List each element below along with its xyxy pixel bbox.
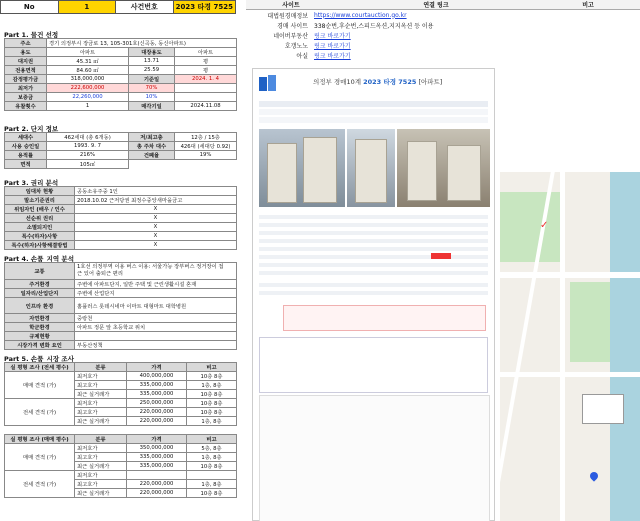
part1-row-land: 대지권 45.31 ㎡ 13.71 평 <box>5 57 237 66</box>
link-row-asil: 아실 링크 바로가기 <box>296 52 351 60</box>
map-info-box <box>582 394 624 424</box>
part4-table: 교통 1호선 의정부역 이용 버스 이용: 서울가능 장부버스 정거장이 접 근 있어 출퇴근 편리 주거환경 주변에 아파트단지, 일반 주택 및 근린생활시설 혼재 일자리/산업단지 주변에 산업단지 인프라 환경 홈플러스 롯데시네마 이마트 대형마트 대학병원 자연환경 중랑천 학군환경 아파트 정문 앞 초등학교 위치 규제현황 시장가격 변화 요인 부동산정책 <box>4 262 237 350</box>
part1-row-minimum: 최저가 222,600,000 70% <box>5 84 237 93</box>
links-header: 사이트 연결 링크 비고 <box>246 0 640 10</box>
part5-table-2: 실 평형 조사 (매매 평수) 분류 가격 비고 매매 견적 (가) 최저호가 350,000,000 5층, 8층 최고호가 335,000,000 1층, 8층 최근 실거래가 335,000,000 10층 8층 전세 견적 (가) 최저호가 최고호가 220,000,000 1층, 8층 최근 실거래가 220,000,000 10층 8층 <box>4 434 237 498</box>
naver-link[interactable]: 링크 바로가기 <box>314 32 351 40</box>
no-label: No <box>1 1 59 13</box>
auction-logo-icon <box>259 75 279 93</box>
building-photo <box>347 129 395 207</box>
hogang-link[interactable]: 링크 바로가기 <box>314 42 351 50</box>
map-pin-icon[interactable] <box>588 470 599 481</box>
building-photo <box>397 129 490 207</box>
part1-row-usage: 용도 아파트 대장용도 아파트 <box>5 48 237 57</box>
asil-link[interactable]: 링크 바로가기 <box>314 52 351 60</box>
part1-row-failed: 유찰횟수 1 매각기일 2024.11.08 <box>5 102 237 111</box>
part1-title: Part 1. 물건 선정 <box>4 31 59 39</box>
auction-document <box>252 68 495 521</box>
case-value: 2023 타경 7525 <box>174 1 235 13</box>
part1-row-deposit: 보증금 22,260,000 10% <box>5 93 237 102</box>
no-value: 1 <box>59 1 117 13</box>
part1-row-area: 전용면적 84.60 ㎡ 25.59 평 <box>5 66 237 75</box>
part5-title: Part 5. 손품_시장 조사 <box>4 355 74 363</box>
part3-table: 임대차 현황 공동소유주중 1인 말소기준권리 2018.10.02 근저당권 최정수중앙새마을금고 위임자인 (배우 / 인수 X 선순위 권리 X 소멸되지인 X 특수(하자)사항 X 특수(하자)사항해결방법 X <box>4 186 237 250</box>
part1-row-address: 주소 경기 의정부시 장금로 13, 105-301호(신곡동, 동신아파트) <box>5 39 237 48</box>
link-row-hogang: 호갱노노 링크 바로가기 <box>284 42 351 50</box>
part1-table <box>4 38 237 111</box>
court-auction-link[interactable]: https://www.courtauction.go.kr <box>314 11 407 19</box>
listing-preview <box>259 395 490 521</box>
building-photo <box>259 129 345 207</box>
alert-badge <box>431 253 451 259</box>
history-table <box>259 337 488 393</box>
link-row-court: 대법원경매정보 https://www.courtauction.go.kr <box>267 11 407 20</box>
part3-title: Part 3. 권리 분석 <box>4 179 59 187</box>
warning-note <box>283 305 486 331</box>
location-map[interactable] <box>500 172 640 521</box>
part2-title: Part 2. 단지 정보 <box>4 125 59 133</box>
part2-table: 세대수 462세대 (총 6개동) 저/최고층 12층 / 15층 사용 승인일 1993. 9. 7 총 주차 대수 426대 (세대당 0.92) 용적률 216% 건폐율 19% 면적 105㎡ <box>4 132 237 169</box>
document-title: 의정부 경매10계 2023 타경 7525 [아파트] <box>313 78 443 86</box>
part4-title: Part 4. 손품_지역 분석 <box>4 255 74 263</box>
link-row-auction: 경매 사이트 338순번,후순번,스피드옥션,지지옥션 등 이용 <box>277 22 434 30</box>
analysis-sheet <box>0 14 236 521</box>
location-marker-icon: ✓ <box>540 220 549 231</box>
part5-table-1: 실 평형 조사 (전세 평수) 분류 가격 비고 매매 견적 (가) 최저호가 400,000,000 10층 8층 최고호가 335,000,000 1층, 8층 최근 실거래가 335,000,000 10층 8층 전세 견적 (가) 최저호가 250,000,000 10층 8층 최고호가 220,000,000 10층 8층 최근 실거래가 220,000,000 1층, 8층 <box>4 362 237 426</box>
case-label: 사건번호 <box>116 1 174 13</box>
link-row-naver: 네이버부동산 링크 바로가기 <box>273 32 351 40</box>
case-header <box>0 0 236 14</box>
part1-row-appraisal: 감정평가금 318,000,000 기준일 2024. 1. 4 <box>5 75 237 84</box>
links-table <box>246 0 640 62</box>
